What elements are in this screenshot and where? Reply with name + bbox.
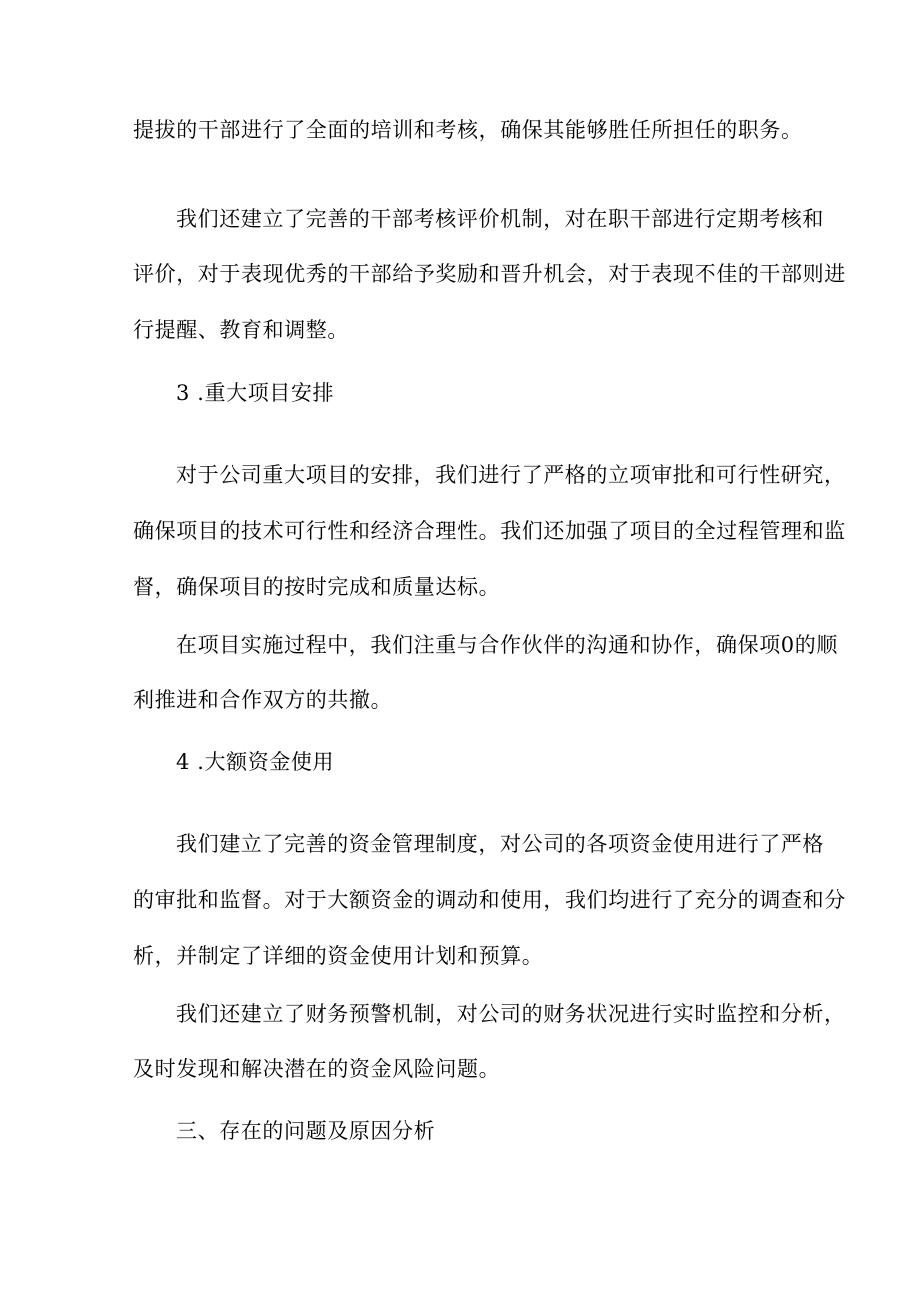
paragraph-line: 及时发现和解决潜在的资金风险问题。 bbox=[133, 1057, 501, 1081]
paragraph-line: 我们还建立了财务预警机制，对公司的财务状况进行实时监控和分析， bbox=[176, 1002, 846, 1026]
paragraph-line: 析，并制定了详细的资金使用计划和预算。 bbox=[133, 944, 544, 968]
section-heading: 3 .重大项目安排 bbox=[176, 381, 335, 405]
paragraph-line: 利推进和合作双方的共撤。 bbox=[133, 688, 393, 712]
paragraph-line: 提拔的干部进行了全面的培训和考核，确保其能够胜任所担任的职务。 bbox=[133, 118, 803, 142]
paragraph-line: 的审批和监督。对于大额资金的调动和使用，我们均进行了充分的调查和分 bbox=[133, 888, 846, 912]
paragraph-line: 确保项目的技术可行性和经济合理性。我们还加强了项目的全过程管理和监 bbox=[133, 519, 846, 543]
section-heading: 三、存在的问题及原因分析 bbox=[176, 1119, 436, 1143]
paragraph-line: 对于公司重大项目的安排，我们进行了严格的立项审批和可行性研究， bbox=[176, 463, 846, 487]
section-heading: 4 .大额资金使用 bbox=[176, 750, 335, 774]
paragraph-line: 评价，对于表现优秀的干部给予奖励和晋升机会，对于表现不佳的干部则进 bbox=[133, 262, 846, 286]
paragraph-line: 行提醒、教育和调整。 bbox=[133, 318, 349, 342]
paragraph-line: 我们建立了完善的资金管理制度，对公司的各项资金使用进行了严格 bbox=[176, 832, 824, 856]
paragraph-line: 在项目实施过程中，我们注重与合作伙伴的沟通和协作，确保项0的顺 bbox=[176, 633, 838, 657]
paragraph-line: 督，确保项目的按时完成和质量达标。 bbox=[133, 575, 501, 599]
paragraph-line: 我们还建立了完善的干部考核评价机制，对在职干部进行定期考核和 bbox=[176, 207, 824, 231]
